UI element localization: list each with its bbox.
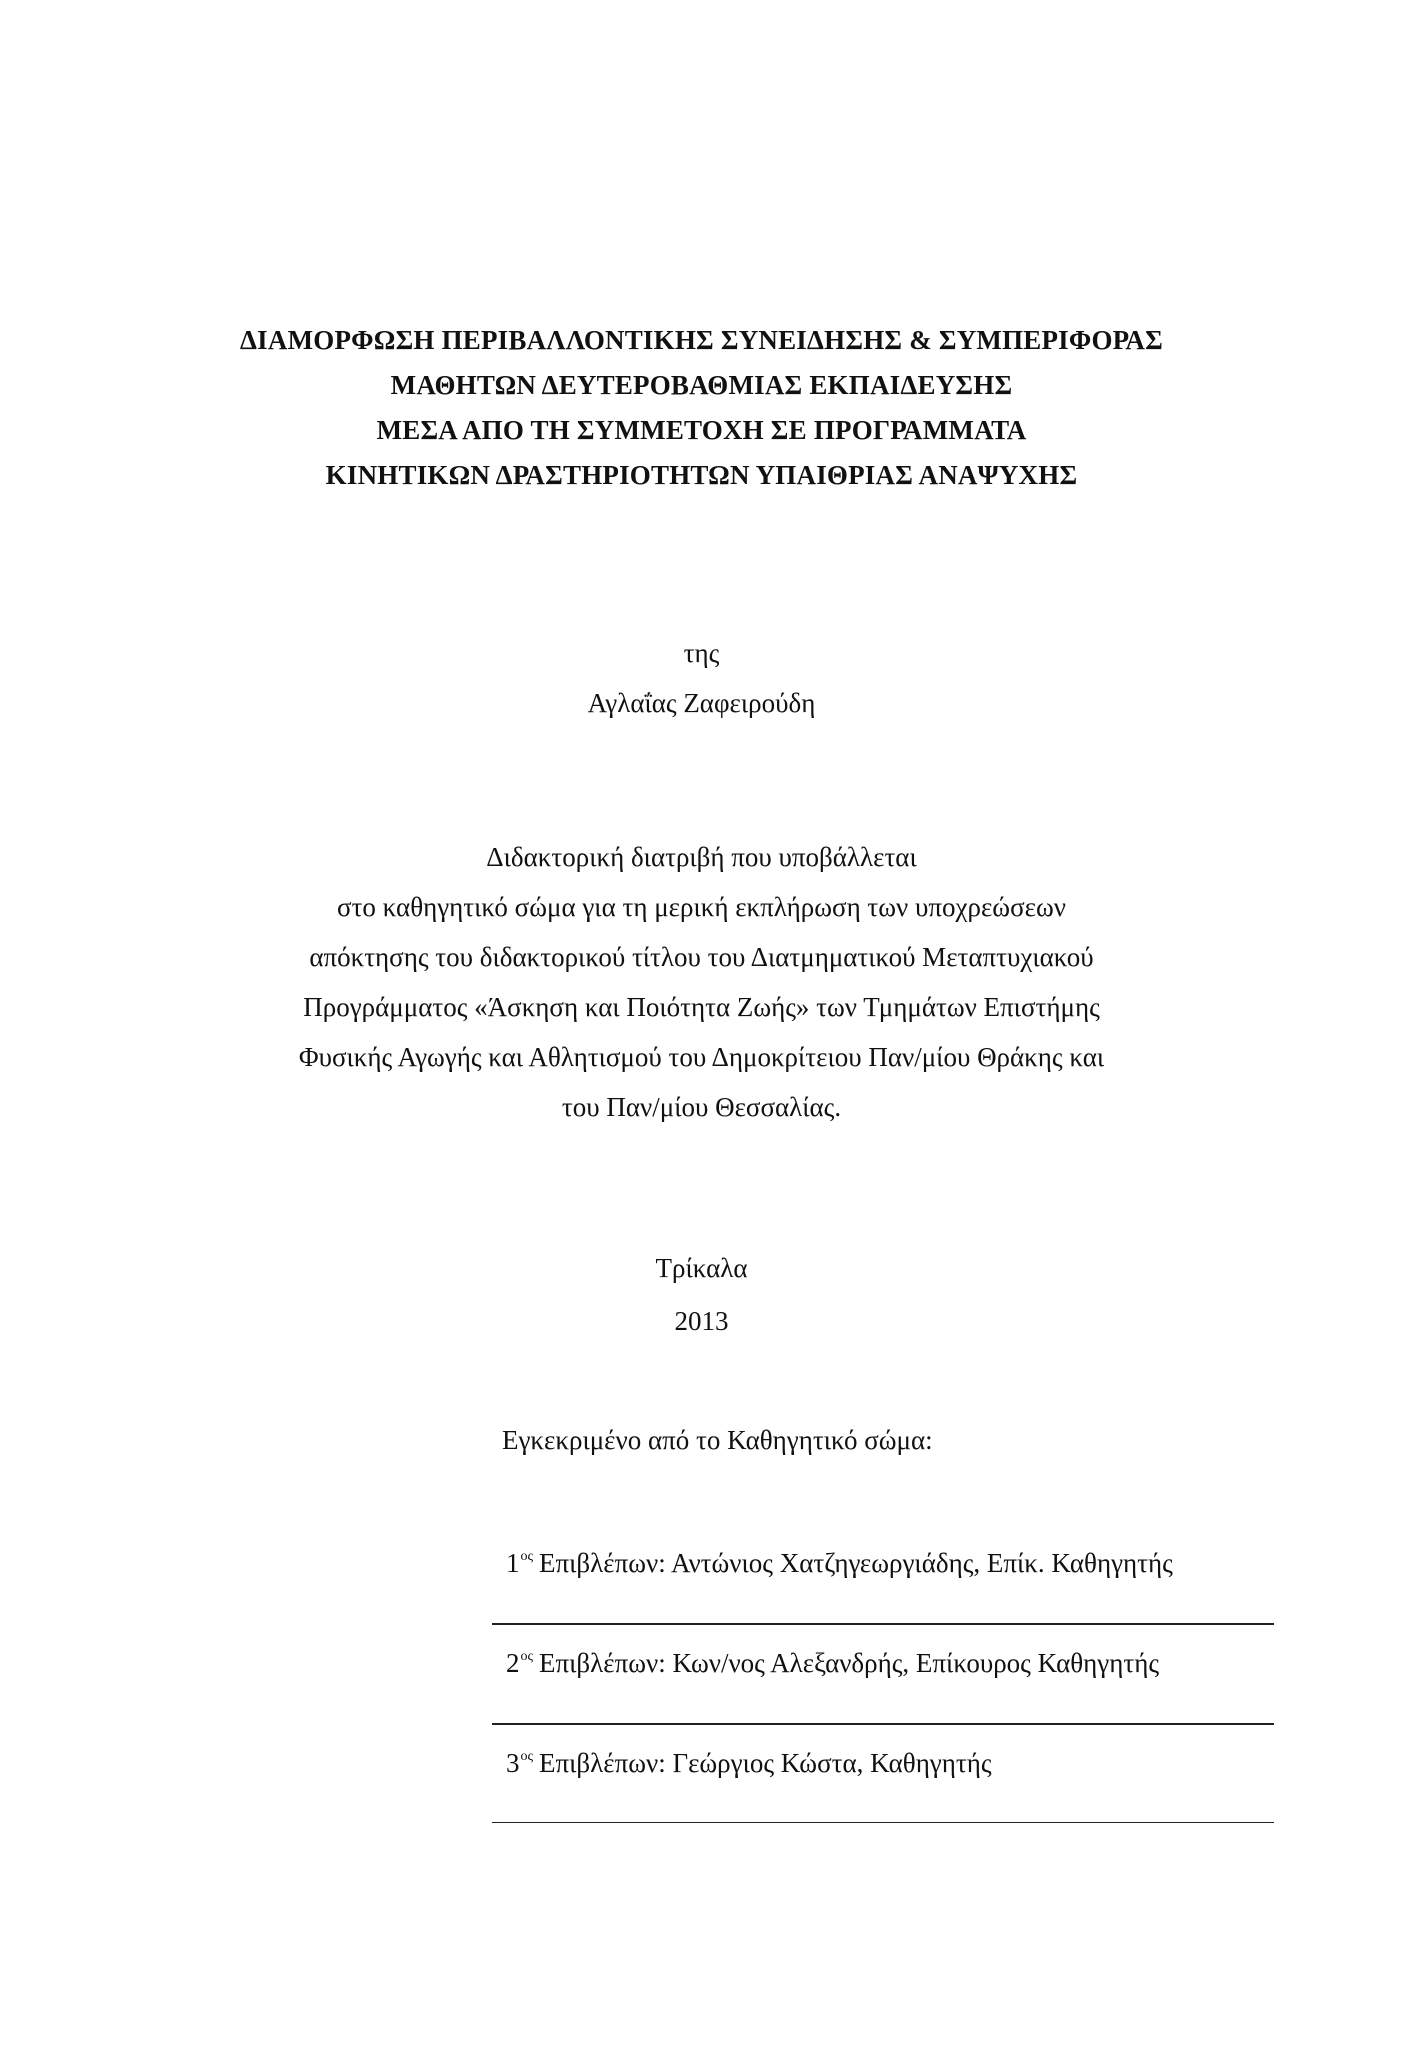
signature-line	[492, 1623, 1274, 1625]
title-line: ΔΙΑΜΟΡΦΩΣΗ ΠΕΡΙΒΑΛΛΟΝΤΙΚΗΣ ΣΥΝΕΙΔΗΣΗΣ & ΣΥΜΠΕΡΙΦΟΡΑΣ	[240, 325, 1163, 355]
description-line: στο καθηγητικό σώμα για τη μερική εκπλήρωση των υποχρεώσεων	[337, 892, 1066, 922]
year: 2013	[674, 1306, 729, 1336]
thesis-description	[0, 832, 1403, 1132]
supervisor-number: 3	[506, 1748, 520, 1778]
author-block	[0, 628, 1403, 728]
author-name: Αγλαΐας Ζαφειρούδη	[587, 688, 816, 718]
description-line: του Παν/μίου Θεσσαλίας.	[561, 1092, 842, 1122]
description-line: απόκτησης του διδακτορικού τίτλου του Διατμηματικού Μεταπτυχιακού	[309, 942, 1094, 972]
supervisor-text: Επιβλέπων: Κων/νος Αλεξανδρής, Επίκουρος Καθηγητής	[539, 1648, 1160, 1678]
supervisor-2	[506, 1637, 1159, 1683]
description-line: Διδακτορική διατριβή που υποβάλλεται	[486, 842, 917, 872]
city: Τρίκαλα	[655, 1253, 748, 1283]
ordinal-suffix: ος	[520, 1549, 534, 1564]
description-line: Προγράμματος «Άσκηση και Ποιότητα Ζωής» των Τμημάτων Επιστήμης	[303, 992, 1100, 1022]
signature-line	[492, 1723, 1274, 1725]
supervisor-number: 1	[506, 1548, 520, 1578]
signature-line	[492, 1822, 1274, 1823]
description-line: Φυσικής Αγωγής και Αθλητισμού του Δημοκρίτειου Παν/μίου Θράκης και	[298, 1042, 1105, 1072]
supervisor-text: Επιβλέπων: Γεώργιος Κώστα, Καθηγητής	[539, 1748, 992, 1778]
title-line: ΜΑΘΗΤΩΝ ΔΕΥΤΕΡΟΒΑΘΜΙΑΣ ΕΚΠΑΙΔΕΥΣΗΣ	[390, 370, 1013, 400]
ordinal-suffix: ος	[520, 1749, 534, 1764]
approval-heading: Εγκεκριμένο από το Καθηγητικό σώμα:	[502, 1425, 933, 1455]
title-line: ΚΙΝΗΤΙΚΩΝ ΔΡΑΣΤΗΡΙΟΤΗΤΩΝ ΥΠΑΙΘΡΙΑΣ ΑΝΑΨΥΧΗΣ	[325, 460, 1078, 490]
author-prefix: της	[683, 638, 720, 668]
supervisor-number: 2	[506, 1648, 520, 1678]
supervisor-3	[506, 1737, 992, 1783]
supervisor-1	[506, 1537, 1173, 1583]
title-line: ΜΕΣΑ ΑΠΟ ΤΗ ΣΥΜΜΕΤΟΧΗ ΣΕ ΠΡΟΓΡΑΜΜΑΤΑ	[376, 415, 1027, 445]
supervisor-text: Επιβλέπων: Αντώνιος Χατζηγεωργιάδης, Επίκ. Καθηγητής	[539, 1548, 1173, 1578]
thesis-title	[0, 318, 1403, 498]
place-date-block	[0, 1242, 1403, 1348]
ordinal-suffix: ος	[520, 1649, 534, 1664]
